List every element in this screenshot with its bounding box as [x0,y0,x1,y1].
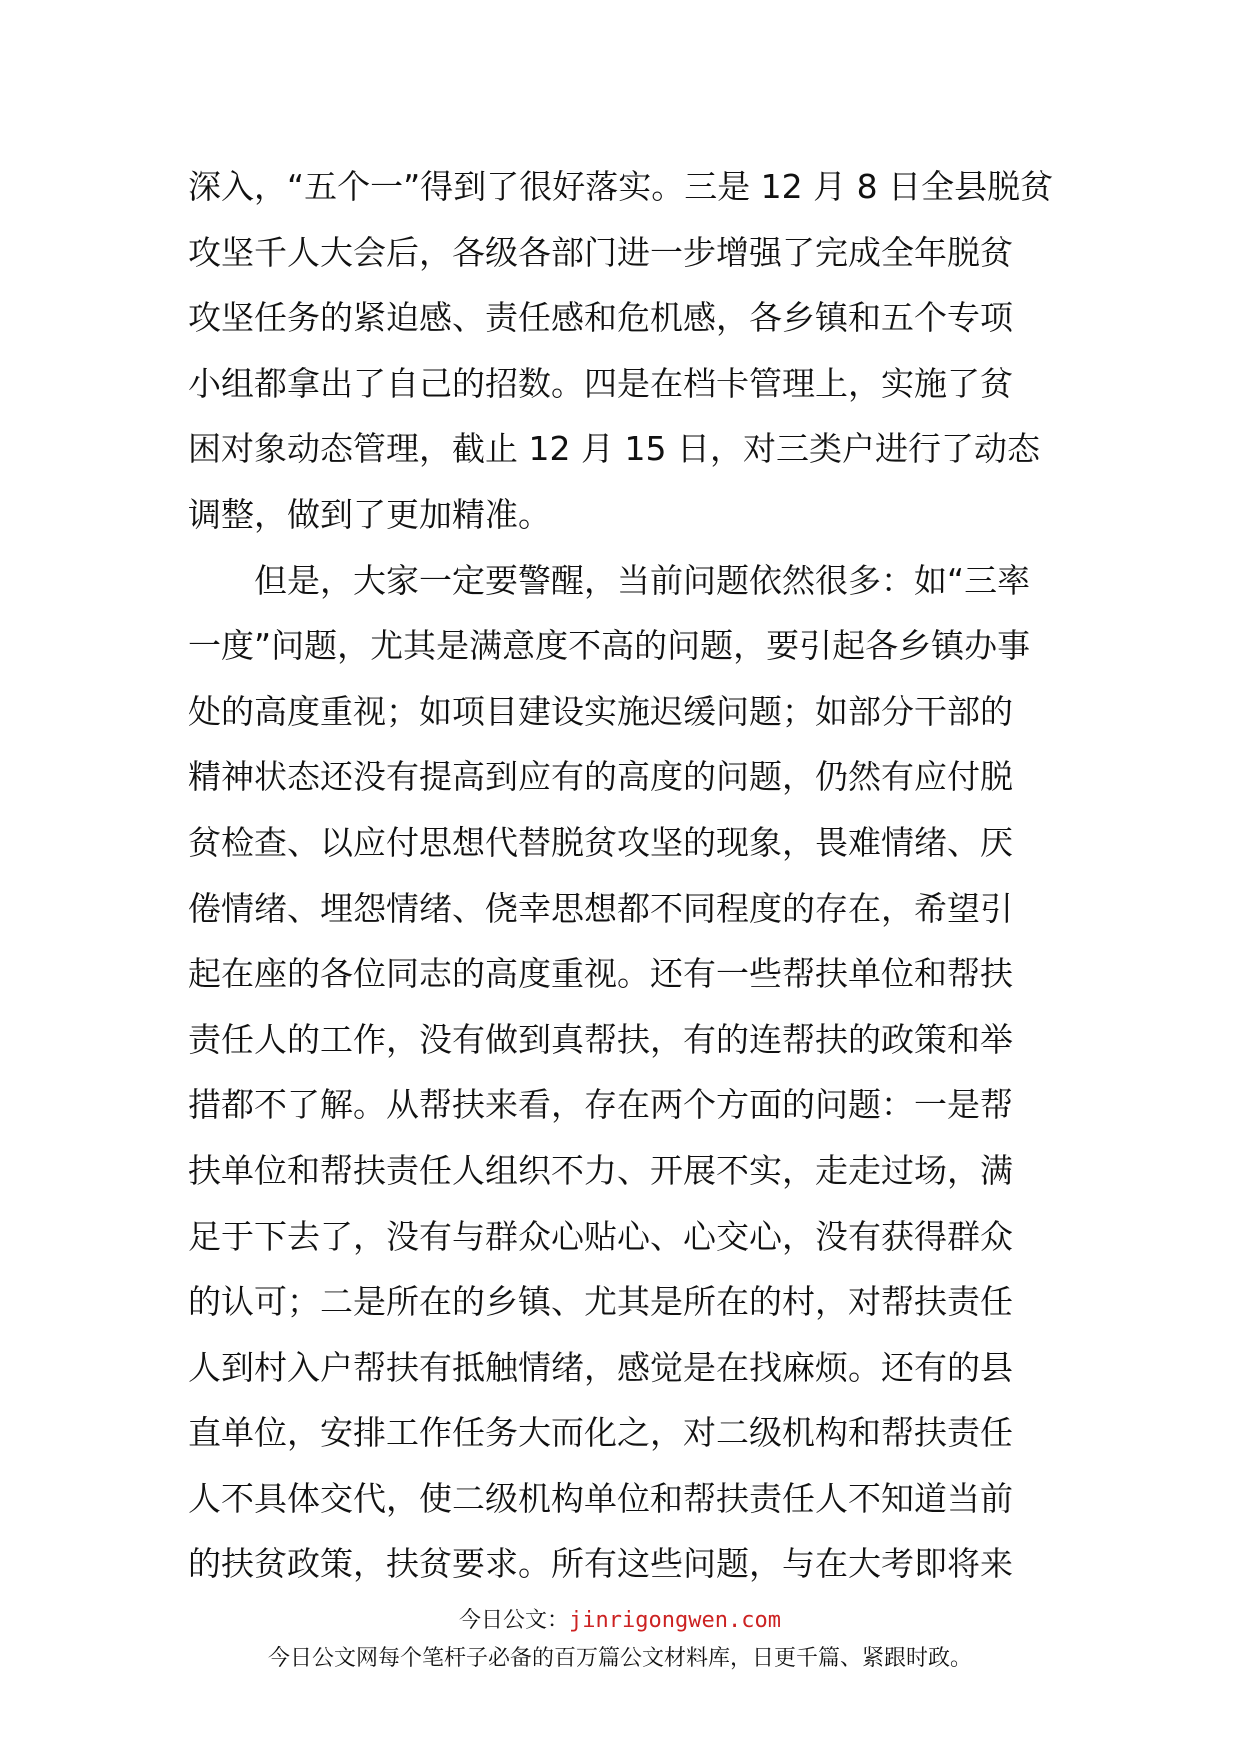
text-line: 贫检查、以应付思想代替脱贫攻坚的现象，畏难情绪、厌 [188,822,1013,862]
text-line: 困对象动态管理，截止 12 月 15 日，对三类户进行了动态 [188,429,1040,469]
text-line: 攻坚千人大会后，各级各部门进一步增强了完成全年脱贫 [188,232,1013,272]
text-line: 人不具体交代，使二级机构单位和帮扶责任人不知道当前 [188,1478,1013,1518]
text-line: 人到村入户帮扶有抵触情绪，感觉是在找麻烦。还有的县 [188,1347,1013,1387]
footer-site-link[interactable]: jinrigongwen.com [569,1608,781,1633]
text-line: 一度”问题，尤其是满意度不高的问题，要引起各乡镇办事 [188,626,1031,666]
document-body [188,154,1054,1597]
text-line: 处的高度重视；如项目建设实施迟缓问题；如部分干部的 [188,691,1013,731]
footer-source [0,1603,1240,1634]
text-line: 直单位，安排工作任务大而化之，对二级机构和帮扶责任 [188,1413,1013,1453]
text-line: 倦情绪、埋怨情绪、侥幸思想都不同程度的存在，希望引 [188,888,1013,928]
text-line: 但是，大家一定要警醒，当前问题依然很多：如“三率 [254,560,1031,600]
text-line: 调整，做到了更加精准。 [188,494,551,534]
text-line: 措都不了解。从帮扶来看，存在两个方面的问题：一是帮 [188,1085,1013,1125]
paragraph [188,548,1048,1598]
text-line: 扶单位和帮扶责任人组织不力、开展不实，走走过场，满 [188,1150,1013,1190]
text-line: 的认可；二是所在的乡镇、尤其是所在的村，对帮扶责任 [188,1282,1013,1322]
footer-tagline: 今日公文网每个笔杆子必备的百万篇公文材料库，日更千篇、紧跟时政。 [267,1646,972,1671]
paragraph [188,154,1054,548]
text-line: 攻坚任务的紧迫感、责任感和危机感，各乡镇和五个专项 [188,298,1013,338]
text-line: 小组都拿出了自己的招数。四是在档卡管理上，实施了贫 [188,363,1013,403]
footer-site-label: 今日公文： [459,1608,570,1633]
text-line: 责任人的工作，没有做到真帮扶，有的连帮扶的政策和举 [188,1019,1013,1059]
text-line: 深入，“五个一”得到了很好落实。三是 12 月 8 日全县脱贫 [188,167,1054,206]
text-line: 起在座的各位同志的高度重视。还有一些帮扶单位和帮扶 [188,954,1013,994]
text-line: 的扶贫政策，扶贫要求。所有这些问题，与在大考即将来 [188,1544,1013,1584]
text-line: 足于下去了，没有与群众心贴心、心交心，没有获得群众 [188,1216,1013,1256]
text-line: 精神状态还没有提高到应有的高度的问题，仍然有应付脱 [188,757,1013,797]
